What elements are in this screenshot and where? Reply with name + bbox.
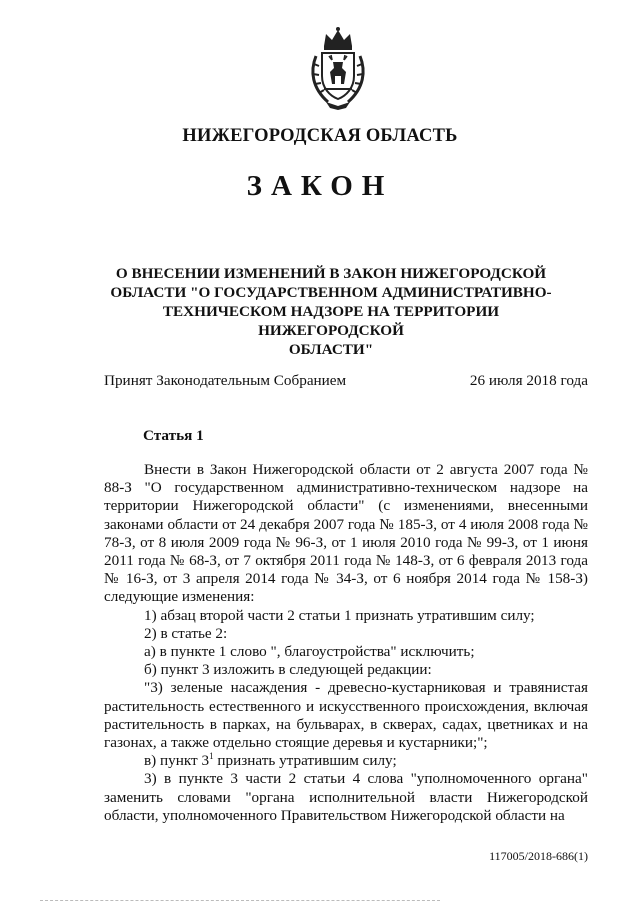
quoted-definition: "3) зеленые насаждения - древесно-кустарниковая и травянистая растительность естественного и искусственного происхождения, включая растительность в парках, на бульварах, в скверах, садах, цветниках и на газонах, а также отдельно стоящие деревья и кустарники;";	[104, 679, 588, 752]
list-item: 2) в статье 2:	[144, 624, 228, 642]
law-title	[96, 264, 566, 359]
list-item: а) в пункте 1 слово ", благоустройства" исключить;	[144, 643, 475, 661]
region-name: НИЖЕГОРОДСКАЯ ОБЛАСТЬ	[182, 126, 458, 146]
article-intro: Внести в Закон Нижегородской области от 2 августа 2007 года № 88-З "О государственном административно-техническом надзоре на территории Нижегородской области" (с изменениями, внесенными законами области от 24 декабря 2007 года № 185-З, от 4 июля 2008 года № 78-З, от 8 июля 2009 года № 96-З, от 1 июля 2010 года № 99-З, от 1 июня 2011 года № 68-З, от 7 октября 2011 года № 148-З, от 6 февраля 2013 года № 16-З, от 3 апреля 2014 года № 34-З, от 6 ноября 2014 года № 158-З) следующие изменения:	[104, 461, 588, 606]
list-item-text: признать утратившим силу;	[213, 752, 397, 770]
list-item: 3) в пункте 3 части 2 статьи 4 слова "уполномоченного органа" заменить словами "органа исполнительной власти Нижегородской области, уполномоченного Правительством Нижегородской области на	[104, 770, 588, 824]
adoption-date: 26 июля 2018 года	[469, 372, 588, 389]
document-type: ЗАКОН	[246, 170, 394, 202]
article-body	[104, 461, 588, 825]
list-item	[104, 752, 588, 770]
article-heading: Статья 1	[143, 427, 204, 444]
list-item: 1) абзац второй части 2 статьи 1 признать утратившим силу;	[144, 606, 535, 624]
law-title-line: О ВНЕСЕНИИ ИЗМЕНЕНИЙ В ЗАКОН НИЖЕГОРОДСКОЙ	[115, 265, 547, 282]
document-code: 117005/2018-686(1)	[489, 849, 588, 863]
scan-artifact-line	[40, 900, 440, 902]
coat-of-arms-deer-icon	[306, 26, 370, 110]
superscript: 1	[209, 751, 214, 762]
law-title-line: ТЕХНИЧЕСКОМ НАДЗОРЕ НА ТЕРРИТОРИИ НИЖЕГОРОДСКОЙ	[162, 303, 500, 339]
list-item: б) пункт 3 изложить в следующей редакции:	[144, 661, 432, 679]
adopted-by: Принят Законодательным Собранием	[104, 372, 347, 389]
law-title-line: ОБЛАСТИ "О ГОСУДАРСТВЕННОМ АДМИНИСТРАТИВНО-	[110, 284, 552, 301]
law-title-line: ОБЛАСТИ"	[288, 341, 374, 358]
list-item-text: в) пункт 3	[144, 752, 210, 770]
